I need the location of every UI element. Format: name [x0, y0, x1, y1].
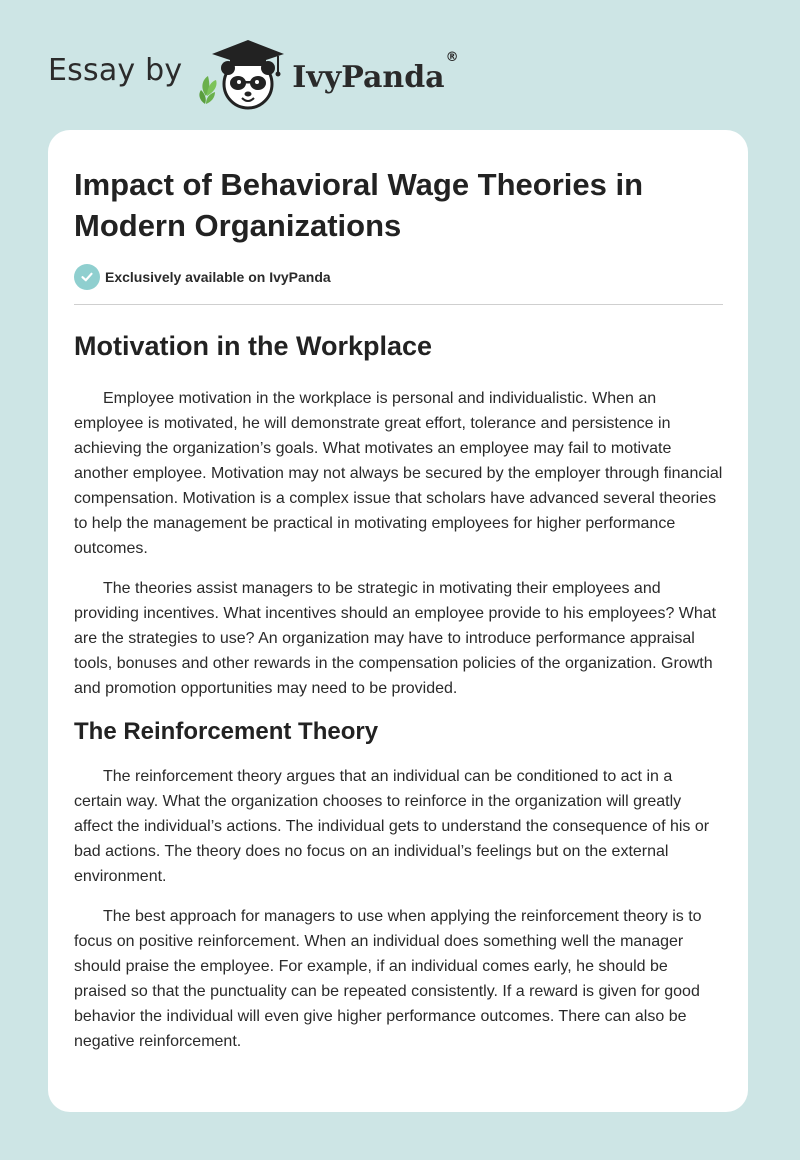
title-divider: [74, 304, 723, 305]
essay-content: [74, 164, 723, 1054]
brand-name: [292, 49, 459, 95]
essay-title: Impact of Behavioral Wage Theories in Modern Organizations: [74, 167, 644, 243]
paragraph: The best approach for managers to use when applying the reinforcement theory is to focus on positive reinforcement. When an individual does something well the manager should praise the employee. For example, if an individual comes early, he should be praised so that the punctuality can be repeated consistently. If a reward is given for good behavior the individual will even give higher performance outcomes. There can also be negative reinforcement.: [74, 908, 702, 1050]
panda-graduate-logo-icon: [196, 34, 288, 114]
section-heading-motivation: Motivation in the Workplace: [74, 331, 433, 361]
registered-mark: ®: [445, 49, 459, 65]
brand-name-text: IvyPanda: [292, 59, 445, 95]
paragraph: Employee motivation in the workplace is personal and individualistic. When an employee is motivated, he will demonstrate great effort, tolerance and persistence in achieving the organization’s goals. What motivates an employee may fail to motivate another employee. Motivation may not always be secured by the employer through financial compensation. Motivation is a complex issue that scholars have advanced several theories to help the management be practical in motivating employees for higher performance outcomes.: [74, 390, 723, 557]
brand-prefix: Essay by: [48, 52, 183, 88]
paragraph: The reinforcement theory argues that an individual can be conditioned to act in a certain way. What the organization chooses to reinforce in the organization will greatly affect the individual’s actions. The individual gets to understand the consequence of his or bad actions. The theory does no focus on an individual’s feelings but on the external environment.: [74, 768, 710, 885]
essay-card: [48, 130, 748, 1112]
paragraph: The theories assist managers to be strategic in motivating their employees and providing incentives. What incentives should an employee provide to his employees? What are the strategies to use? An organization may have to introduce performance appraisal tools, bonuses and other rewards in the compensation policies of the organization. Growth and promotion opportunities may need to be provided.: [74, 580, 717, 697]
section-heading-reinforcement: The Reinforcement Theory: [74, 718, 379, 745]
site-brand[interactable]: [48, 34, 459, 114]
exclusive-badge-text: Exclusively available on IvyPanda: [105, 269, 331, 285]
exclusive-badge: [74, 264, 723, 290]
check-icon: [74, 264, 100, 290]
